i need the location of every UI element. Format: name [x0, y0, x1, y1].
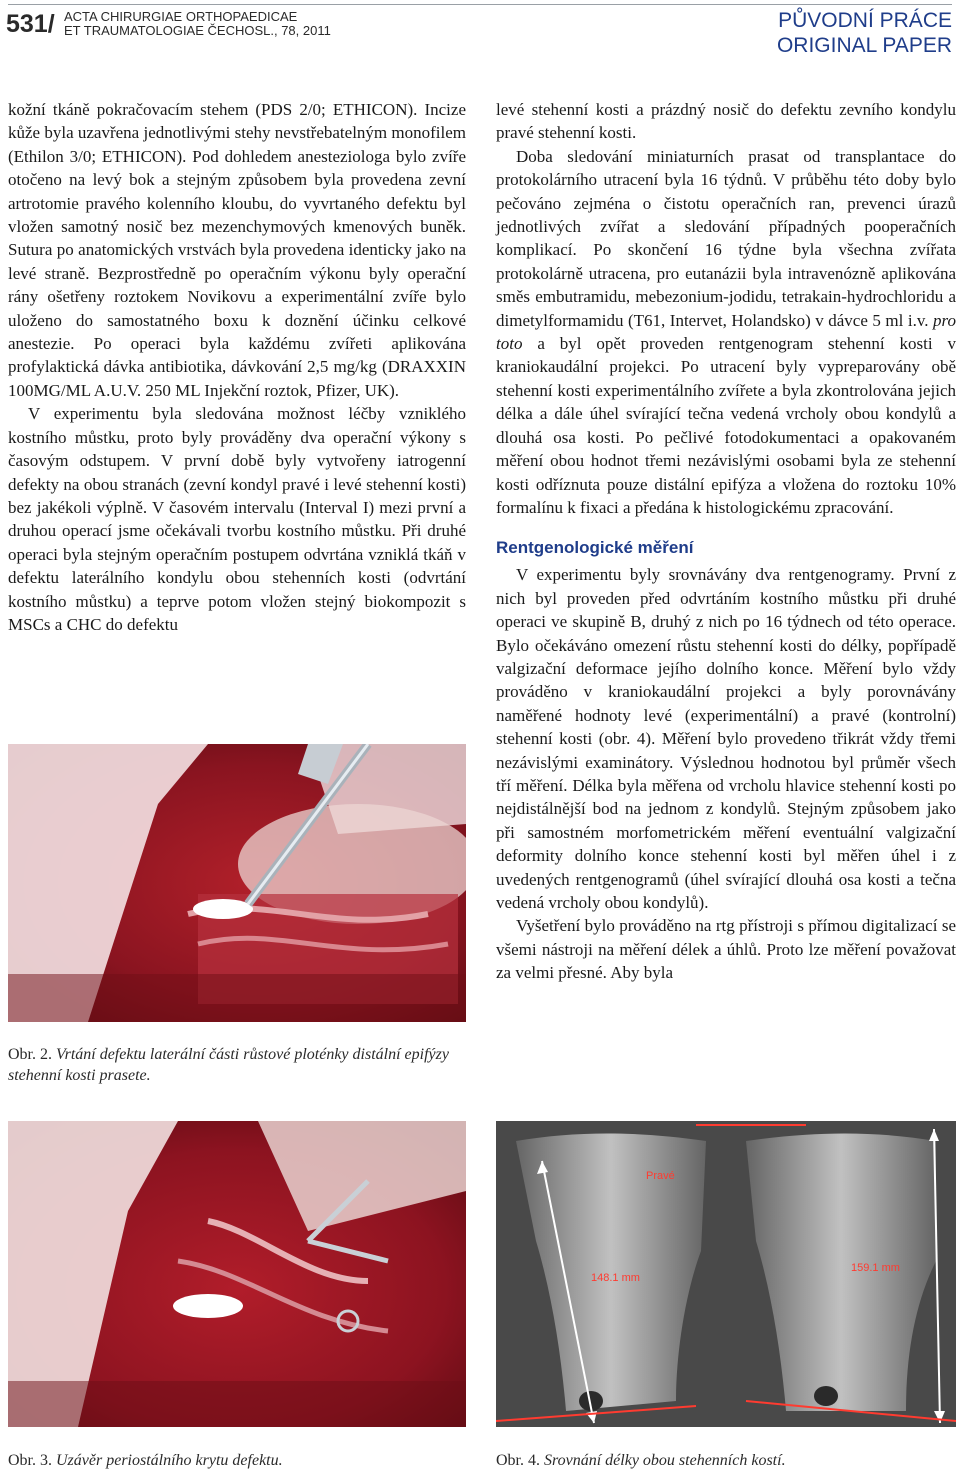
paper-type-cz: PŮVODNÍ PRÁCE [778, 9, 952, 32]
xray-side-label: Pravé [646, 1170, 675, 1182]
figure-label: Obr. 2. [8, 1046, 52, 1063]
xray-femur-comparison-image [496, 1121, 956, 1427]
figure-4-xray [496, 1121, 956, 1427]
paragraph: V experimentu byly srovnávány dva rentgenogramy. První z nich byl proveden před odvrtáním kostního můstku při druhé operaci ve skupině B, druhý z nich po 16 týdnech od této operace. Bylo očekáváno omezení růstu stehenní kosti do délky, popřípadě valgizační deformace jejího dolního konce. Měření bylo vždy prováděno v kraniokaudální projekci a byly porovnávány naměřené hodnoty levé (experimentální) a pravé (kontrolní) stehenní kosti (obr. 4). Měření bylo provedeno třikrát vždy třemi nezávislými examinátory. Výslednou hodnotou byl průměr všech tří měření. Délka byla měřena od vrcholu hlavice stehenní kosti po nejdistálnější bod na jednom z kondylů. Stejným způsobem jako při samostném morfometrickém měření eventuální valgizační deformity dolního konce stehenní kosti byl měřen úhel i z uvedených rentgenogramů (úhel svírající dlouhá osa kosti a tečna vedená vrcholy obou kondylů). [496, 565, 956, 912]
page-header [0, 0, 960, 62]
header-rule [8, 4, 952, 5]
page-number: 531/ [6, 10, 55, 38]
journal-line-2: ET TRAUMATOLOGIAE ČECHOSL., 78, 2011 [64, 23, 331, 38]
right-text-column [496, 98, 956, 985]
figure-label: Obr. 3. [8, 1452, 52, 1469]
left-text-column [8, 98, 466, 636]
surgery-drilling-image [8, 744, 466, 1022]
caption-text: Vrtání defektu laterální části růstové ploténky distální epifýzy stehenní kosti prasete. [8, 1046, 449, 1084]
caption-text: Srovnání délky obou stehenních kostí. [544, 1452, 786, 1469]
paragraph: kožní tkáně pokračovacím stehem (PDS 2/0; ETHICON). Incize kůže byla uzavřena jednotlivými stehy nevstřebatelným monofilem (Ethilon 3/0; ETHICON). Pod dohledem anesteziologa bylo zvíře otočeno na levý bok a stejným způsobem byla provedena zevní artrotomie pravého kolenního kloubu, do vyvrtaného defektu byl vložen samotný nosič bez mezenchymových kmenových buněk. Sutura po anatomických vrstvách byla provedena identicky jako na levé straně. Bezprostředně po operačním výkonu byly operační rány ošetřeny roztokem Novikovu a experimentální zvíře bylo uloženo do samostatného boxu k doznění účinku celkové anestezie. Po operaci byla každému zvířeti aplikována profylaktická dávka antibiotika, dávkování 2,5 mg/kg (DRAXXIN 100MG/ML A.U.V. 250 ML Injekční roztok, Pfizer, UK). [8, 100, 466, 400]
figure-2-caption [8, 1044, 468, 1086]
italic-term: pro toto [496, 310, 957, 354]
paragraph: levé stehenní kosti a prázdný nosič do defektu zevního kondylu pravé stehenní kosti. [496, 100, 956, 143]
periosteal-closure-image [8, 1121, 466, 1427]
journal-name [64, 10, 331, 38]
caption-text: Uzávěr periostálního krytu defektu. [56, 1452, 283, 1469]
figure-2-photo [8, 744, 466, 1022]
paragraph: V experimentu byla sledována možnost léčby vzniklého kostního můstku, proto byly prováděny dva operační výkony s časovým odstupem. V první době byly vytvořeny iatrogenní defekty na obou stranách (zevní kondyl pravé i levé stehenní kosti) bez jakékoli výplně. V časovém intervalu (Interval I) mezi první a druhou operací jsme očekávali tvorbu kostního můstku. Při druhé operaci byla stejným operačním postupem odvrtána vzniklá tkáň v defektu laterálního kondylu obou stehenních kosti (odvrtání kostního můstku) a teprve potom vložen stejný biokompozit s MSCs a CHC do defektu [8, 404, 466, 634]
figure-3-photo [8, 1121, 466, 1427]
section-heading: Rentgenologické měření [496, 538, 694, 558]
paper-type [777, 8, 952, 58]
xray-measure-right: 159.1 mm [851, 1262, 900, 1274]
journal-line-1: ACTA CHIRURGIAE ORTHOPAEDICAE [64, 9, 298, 24]
paper-type-en: ORIGINAL PAPER [776, 34, 952, 57]
paragraph: Vyšetření bylo prováděno na rtg přístroji s přímou digitalizací se všemi nástroji na měření délek a úhlů. Proto lze měření považovat za velmi přesné. Aby byla [496, 916, 956, 983]
figure-3-caption [8, 1450, 468, 1471]
figure-4-caption [496, 1450, 956, 1471]
figure-label: Obr. 4. [496, 1452, 540, 1469]
paragraph: Doba sledování miniaturních prasat od transplantace do protokolárního utracení byla 16 týdnů. V průběhu této doby bylo pečováno zejména o čistotu operačních ran, prevenci úrazů jednotlivých zvířat a sledování případných pooperačních komplikací. Po skončení 16 týdne byla všechna zvířata protokolárně utracena, pro eutanázii byla intravenózně aplikována směs embutramidu, mebezonium-jodidu, tetrakain-hydrochloridu a dimetylformamidu (T61, Intervet, Holandsko) v dávce 5 ml i.v. pro toto a byl opět proveden rentgenogram stehenní kosti v kraniokaudální projekci. Po utracení byly vypreparovány obě stehenní kosti experimentálního zvířete a byla zkontrolována jejich délka a dále úhel svírající tečna vedená vrcholy obou kondylů a dlouhá osa kosti. Po pečlivé fotodokumentaci a opakovaném měření obou hodnot třemi nezávislými osobami byla ze stehenní kosti odříznuta pouze distální epifýza a vložena do roztoku 10% formalínu k fixaci a předána k histologickému zpracování. [496, 146, 957, 517]
xray-measure-left: 148.1 mm [591, 1272, 640, 1284]
